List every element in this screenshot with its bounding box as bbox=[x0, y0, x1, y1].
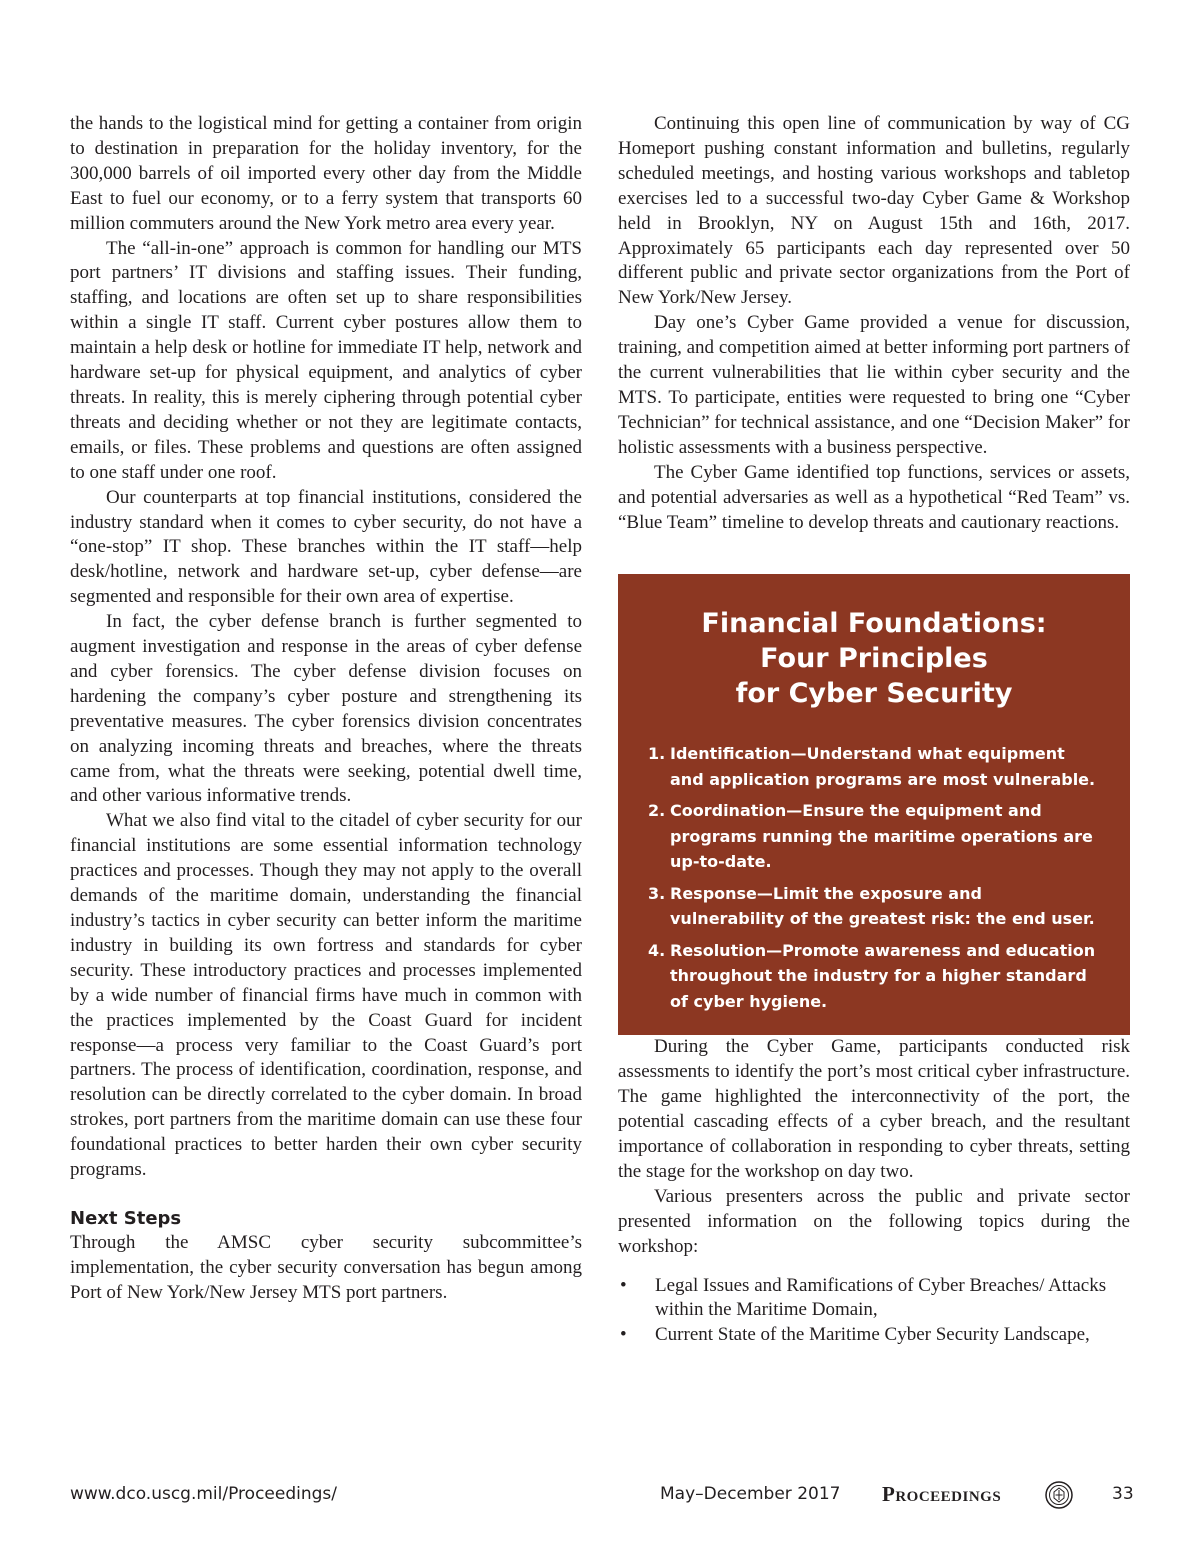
principle-text: Coordination—Ensure the equipment and programs running the maritime operations are up-to-date. bbox=[670, 801, 1093, 872]
principles-list bbox=[648, 741, 1100, 1014]
principle-number: 3. bbox=[648, 883, 666, 903]
footer-date: May–December 2017 bbox=[660, 1484, 841, 1504]
body-paragraph: The “all-in-one” approach is common for handling our MTS port partners’ IT divisions and staffing issues. Their funding, staffing, and locations are often set up to share responsibilities within a single IT staff. Current cyber postures allow them to maintain a help desk or hotline for immediate IT help, network and hardware set-up for physical equipment, and analytics of cyber threats. In reality, this is merely ciphering through potential cyber threats and deciding whether or not they are legitimate contacts, emails, or files. These problems and questions are often assigned to one staff under one roof. bbox=[70, 237, 582, 483]
principle-number: 4. bbox=[648, 940, 666, 960]
principle-number: 1. bbox=[648, 744, 666, 764]
body-paragraph: During the Cyber Game, participants conducted risk assessments to identify the port’s most critical cyber infrastructure. The game highlighted the interconnectivity of the port, the potential cascading effects of a cyber breach, and the resultant importance of collaboration in responding to cyber threats, setting the stage for the workshop on day two. bbox=[618, 1036, 1130, 1182]
bullet-icon: • bbox=[620, 1274, 627, 1296]
coast-guard-seal-icon bbox=[1045, 1481, 1073, 1514]
left-column bbox=[70, 112, 582, 1306]
principle-text: Resolution—Promote awareness and education throughout the industry for a higher standard of cyber hygiene. bbox=[670, 940, 1096, 1011]
topics-list bbox=[618, 1274, 1130, 1349]
body-paragraph: Day one’s Cyber Game provided a venue for discussion, training, and competition aimed at better informing port partners of the current vulnerabilities that lie within cyber security and the MTS. To participate, entities were requested to bring one “Cyber Technician” for technical assistance, and one “Decision Maker” for holistic assessments with a business perspective. bbox=[618, 312, 1130, 458]
body-paragraph: What we also find vital to the citadel of cyber security for our financial institutions are some essential information technology practices and processes. Though they may not apply to the overall demands of the maritime domain, understanding the financial industry’s tactics in cyber security can better inform the maritime industry in building its own fortress and standards for cyber security. These introductory practices and processes implemented by a wide number of financial firms have much in common with the practices implemented by the Coast Guard for incident response—a process very familiar to the Coast Guard’s port partners. The process of identification, coordination, response, and resolution can be directly correlated to the cyber domain. In broad strokes, port partners from the maritime domain can use these four foundational practices to better harden their own cyber security programs. bbox=[70, 810, 582, 1181]
principle-number: 2. bbox=[648, 801, 666, 821]
footer-url: www.dco.uscg.mil/Proceedings/ bbox=[70, 1484, 338, 1504]
section-heading-next-steps: Next Steps bbox=[70, 1207, 182, 1229]
principle-item bbox=[648, 741, 1100, 792]
bullet-icon: • bbox=[620, 1324, 627, 1346]
principle-text: Response—Limit the exposure and vulnerability of the greatest risk: the end user. bbox=[670, 883, 1095, 929]
body-paragraph: Through the AMSC cyber security subcommittee’s implementation, the cyber security conversation has begun among Port of New York/New Jersey MTS port partners. bbox=[70, 1231, 582, 1303]
footer-magazine-title: Proceedings bbox=[882, 1482, 1002, 1506]
sidebar-title-line: for Cyber Security bbox=[735, 678, 1013, 710]
page-number: 33 bbox=[1112, 1484, 1134, 1504]
sidebar-title-line: Four Principles bbox=[760, 643, 988, 675]
body-paragraph: The Cyber Game identified top functions, services or assets, and potential adversaries as well as a hypothetical “Red Team” vs. “Blue Team” timeline to develop threats and cautionary reactions. bbox=[618, 461, 1130, 533]
body-paragraph: Our counterparts at top financial institutions, considered the industry standard when it comes to cyber security, do not have a “one-stop” IT shop. These branches within the IT staff—help desk/hotline, network and hardware set-up, cyber defense—are segmented and responsible for their own area of expertise. bbox=[70, 486, 582, 608]
body-paragraph: In fact, the cyber defense branch is further segmented to augment investigation and response in the areas of cyber defense and cyber forensics. The cyber defense division focuses on hardening the company’s cyber posture and strengthening its preventative measures. The cyber forensics division concentrates on analyzing incoming threats and breaches, where the threats came from, what the threats were seeking, potential dwell time, and other various informative trends. bbox=[70, 611, 582, 807]
topic-text: Legal Issues and Ramifications of Cyber Breaches/ Attacks within the Maritime Domain, bbox=[655, 1274, 1107, 1321]
page-footer bbox=[70, 1482, 1134, 1508]
sidebar-title-line: Financial Foundations: bbox=[701, 608, 1047, 640]
topic-item bbox=[618, 1323, 1130, 1348]
principle-item bbox=[648, 938, 1100, 1015]
body-paragraph: Various presenters across the public and private sector presented information on the following topics during the workshop: bbox=[618, 1185, 1130, 1257]
principle-text: Identification—Understand what equipment and application programs are most vulnerable. bbox=[670, 744, 1096, 789]
body-paragraph: Continuing this open line of communication by way of CG Homeport pushing constant information and bulletins, regularly scheduled meetings, and hosting various workshops and tabletop exercises led to a successful two-day Cyber Game & Workshop held in Brooklyn, NY on August 15th and 16th, 2017. Approximately 65 participants each day represented over 50 different public and private sector organizations from the Port of New York/New Jersey. bbox=[618, 113, 1130, 309]
principle-item bbox=[648, 798, 1100, 875]
right-column bbox=[618, 112, 1130, 1348]
sidebar-box bbox=[618, 574, 1130, 1035]
topic-item bbox=[618, 1274, 1130, 1324]
body-paragraph: the hands to the logistical mind for getting a container from origin to destination in preparation for the holiday inventory, for the 300,000 barrels of oil imported every other day from the Middle East to fuel our economy, or to a ferry system that transports 60 million commuters around the New York metro area every year. bbox=[70, 113, 582, 234]
sidebar-title bbox=[648, 606, 1100, 711]
topic-text: Current State of the Maritime Cyber Security Landscape, bbox=[655, 1324, 1090, 1346]
principle-item bbox=[648, 881, 1100, 932]
